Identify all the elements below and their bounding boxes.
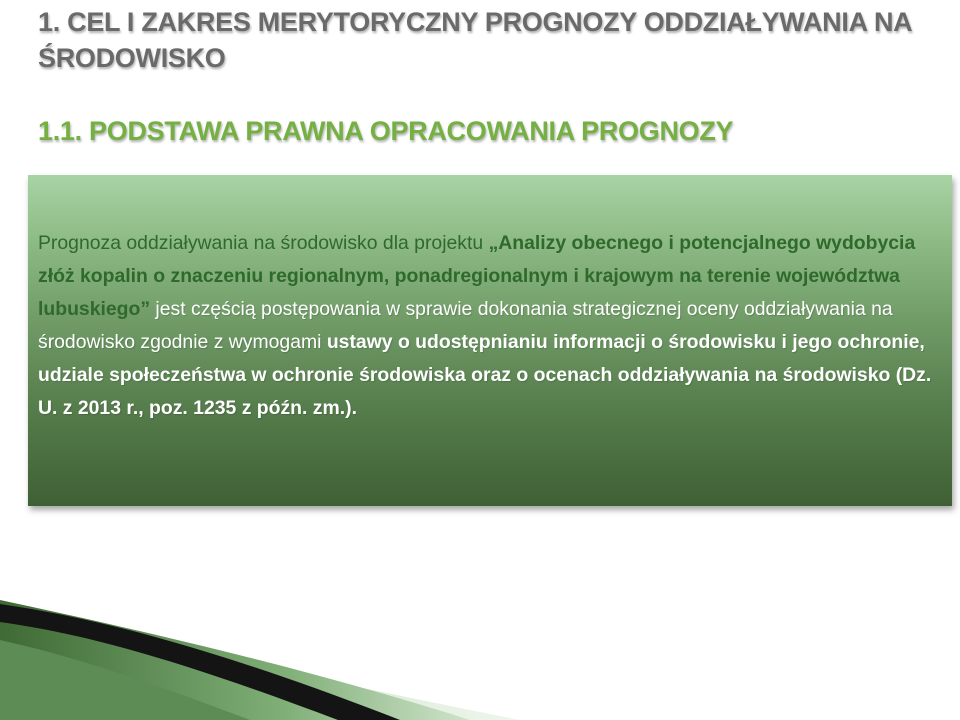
legal-act-reference: ustawy o udostępnianiu informacji o środowisku i jego ochronie, udziale społeczeństwa w ochronie środowiska oraz o ocenach oddziaływania na środowisko (Dz. U. z 2013 r., poz. 1235 z późn. zm.). — [38, 331, 932, 419]
swoosh-bottom-fill — [0, 640, 250, 720]
project-title: „Analizy obecnego i potencjalnego wydobycia złóż kopalin o znaczeniu regionalnym, ponadregionalnym i krajowym na terenie województwa lubuskiego” — [38, 232, 916, 320]
subsection-heading: 1.1. PODSTAWA PRAWNA OPRACOWANIA PROGNOZY — [38, 116, 734, 146]
section-heading: 1. CEL I ZAKRES MERYTORYCZNY PROGNOZY ODDZIAŁYWANIA NA ŚRODOWISKO — [38, 7, 912, 73]
body-intro: Prognoza oddziaływania na środowisko dla projektu — [38, 232, 489, 254]
body-paragraph — [38, 227, 938, 425]
body-middle: jest częścią postępowania w sprawie dokonania strategicznej oceny oddziaływania na środowisko zgodnie z wymogami — [38, 298, 893, 353]
swoosh-green-band — [0, 600, 470, 720]
swoosh-light-band — [0, 612, 520, 720]
swoosh-dark-line — [0, 604, 400, 720]
content-box — [28, 175, 952, 506]
